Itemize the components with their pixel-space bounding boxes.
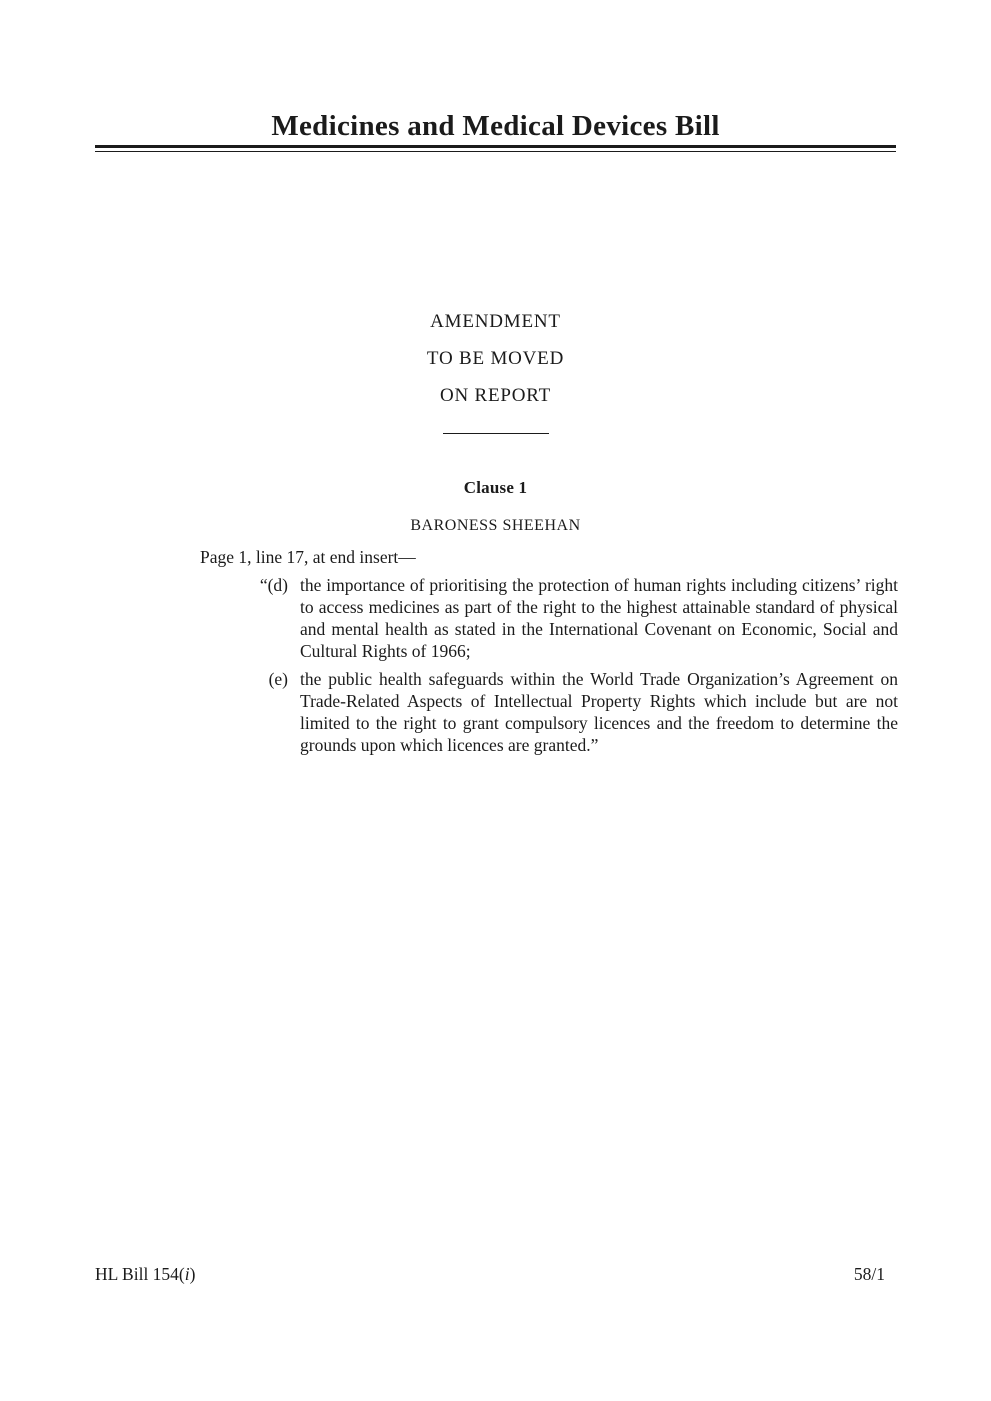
amendment-item-d-label: “(d): [259, 575, 288, 595]
page-footer: [95, 1264, 885, 1285]
footer-sheet-number: 58/1: [853, 1264, 885, 1284]
amendment-heading: [0, 303, 991, 414]
title-double-rule: [95, 145, 896, 152]
amendment-heading-line-2: TO BE MOVED: [426, 348, 565, 369]
document-title: Medicines and Medical Devices Bill: [271, 110, 720, 142]
amendment-instruction: Page 1, line 17, at end insert—: [200, 547, 416, 567]
mover-name: BARONESS SHEEHAN: [410, 517, 581, 534]
footer-bill-number-italic: i: [184, 1264, 190, 1284]
footer-bill-number-suffix: ): [189, 1264, 196, 1284]
footer-bill-number-prefix: HL Bill 154(: [95, 1264, 185, 1284]
amendment-item-e-label: (e): [268, 669, 288, 689]
clause-heading: Clause 1: [463, 478, 528, 497]
amendment-item-e: [200, 668, 898, 756]
amendment-heading-line-3: ON REPORT: [439, 385, 552, 406]
footer-bill-number: [95, 1264, 195, 1285]
amendment-item-e-text: the public health safeguards within the World Trade Organization’s Agreement on Trade-Related Aspects of Intellectual Property Rights which include but are not limited to the right to grant compulsory licences and the freedom to determine the grounds upon which licences are granted.”: [300, 669, 898, 755]
amendment-item-d-text: the importance of prioritising the protection of human rights including citizens’ right to access medicines as part of the right to the highest attainable standard of physical and mental health as stated in the International Covenant on Economic, Social and Cultural Rights of 1966;: [300, 575, 898, 661]
section-divider-rule: [443, 433, 549, 434]
amendment-item-d: [200, 574, 898, 662]
amendment-body: [200, 546, 898, 756]
amendment-heading-line-1: AMENDMENT: [430, 311, 561, 332]
